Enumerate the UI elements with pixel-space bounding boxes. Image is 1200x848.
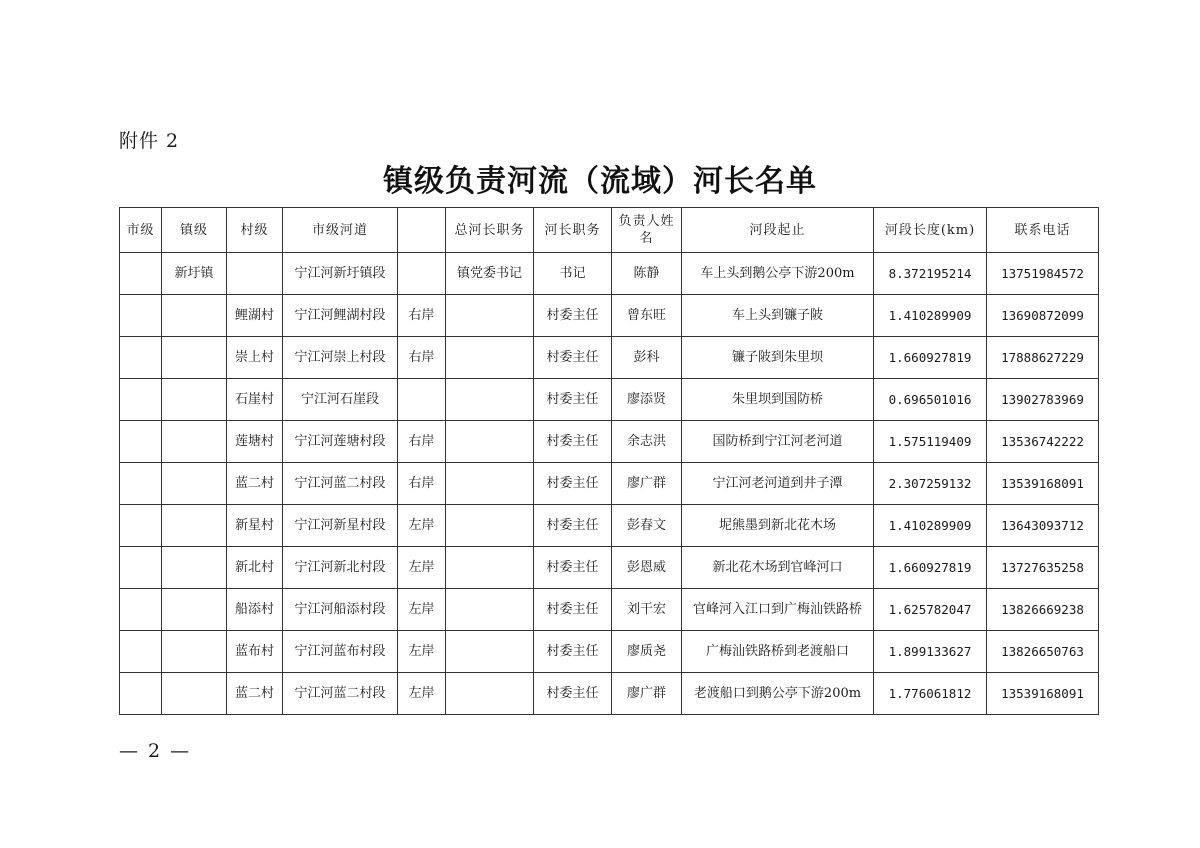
table-row	[120, 505, 1099, 547]
cell-town-level	[162, 505, 227, 547]
cell-segment-range: 宁江河老河道到井子潭	[682, 463, 874, 505]
cell-phone: 13643093712	[987, 505, 1099, 547]
cell-segment-range: 官峰河入江口到广梅汕铁路桥	[682, 589, 874, 631]
cell-phone: 13539168091	[987, 463, 1099, 505]
cell-town-level	[162, 421, 227, 463]
cell-village-level: 船添村	[227, 589, 283, 631]
cell-segment-length: 1.625782047	[874, 589, 987, 631]
cell-responsible-person: 刘干宏	[612, 589, 682, 631]
cell-segment-length: 1.410289909	[874, 295, 987, 337]
cell-segment-length: 1.660927819	[874, 337, 987, 379]
cell-segment-range: 广梅汕铁路桥到老渡船口	[682, 631, 874, 673]
cell-city-level	[120, 547, 162, 589]
cell-bank	[398, 253, 446, 295]
cell-city-river: 宁江河船添村段	[283, 589, 398, 631]
cell-river-chief-position: 村委主任	[534, 631, 612, 673]
cell-segment-length: 8.372195214	[874, 253, 987, 295]
cell-village-level: 蓝二村	[227, 673, 283, 715]
cell-river-chief-position: 村委主任	[534, 589, 612, 631]
cell-chief-position	[446, 673, 534, 715]
table-row	[120, 547, 1099, 589]
cell-responsible-person: 廖广群	[612, 463, 682, 505]
cell-river-chief-position: 村委主任	[534, 421, 612, 463]
cell-chief-position	[446, 337, 534, 379]
cell-town-level	[162, 295, 227, 337]
cell-village-level: 蓝布村	[227, 631, 283, 673]
cell-village-level: 鲤湖村	[227, 295, 283, 337]
attachment-label: 附件 2	[119, 130, 180, 152]
cell-city-river: 宁江河莲塘村段	[283, 421, 398, 463]
cell-town-level	[162, 631, 227, 673]
cell-bank: 右岸	[398, 463, 446, 505]
cell-town-level: 新圩镇	[162, 253, 227, 295]
cell-phone: 13902783969	[987, 379, 1099, 421]
header-segment-length: 河段长度(km)	[874, 208, 987, 253]
cell-city-river: 宁江河新圩镇段	[283, 253, 398, 295]
table-row	[120, 253, 1099, 295]
cell-bank: 左岸	[398, 505, 446, 547]
table-header-row	[120, 208, 1099, 253]
cell-town-level	[162, 337, 227, 379]
cell-segment-range: 坭熊墨到新北花木场	[682, 505, 874, 547]
cell-city-level	[120, 253, 162, 295]
cell-phone: 13539168091	[987, 673, 1099, 715]
cell-city-river: 宁江河新星村段	[283, 505, 398, 547]
header-river-chief-position: 河长职务	[534, 208, 612, 253]
cell-city-level	[120, 379, 162, 421]
document-title: 镇级负责河流（流域）河长名单	[383, 164, 817, 199]
cell-city-level	[120, 421, 162, 463]
table-row	[120, 631, 1099, 673]
cell-city-level	[120, 505, 162, 547]
cell-segment-length: 0.696501016	[874, 379, 987, 421]
table-row	[120, 673, 1099, 715]
header-responsible-person: 负责人姓名	[612, 208, 682, 253]
cell-segment-length: 1.660927819	[874, 547, 987, 589]
table-row	[120, 463, 1099, 505]
header-bank	[398, 208, 446, 253]
cell-segment-length: 1.776061812	[874, 673, 987, 715]
cell-city-level	[120, 463, 162, 505]
cell-phone: 13826669238	[987, 589, 1099, 631]
cell-town-level	[162, 673, 227, 715]
cell-segment-range: 镰子陂到朱里坝	[682, 337, 874, 379]
cell-village-level: 石崖村	[227, 379, 283, 421]
cell-responsible-person: 彭科	[612, 337, 682, 379]
cell-phone: 13751984572	[987, 253, 1099, 295]
cell-town-level	[162, 379, 227, 421]
cell-chief-position	[446, 295, 534, 337]
cell-segment-range: 老渡船口到鹅公亭下游200m	[682, 673, 874, 715]
cell-segment-range: 国防桥到宁江河老河道	[682, 421, 874, 463]
cell-town-level	[162, 463, 227, 505]
cell-river-chief-position: 村委主任	[534, 379, 612, 421]
header-village-level: 村级	[227, 208, 283, 253]
header-segment-range: 河段起止	[682, 208, 874, 253]
cell-bank: 左岸	[398, 547, 446, 589]
cell-phone: 13826650763	[987, 631, 1099, 673]
table-row	[120, 295, 1099, 337]
cell-river-chief-position: 村委主任	[534, 295, 612, 337]
table-row	[120, 421, 1099, 463]
cell-city-river: 宁江河蓝布村段	[283, 631, 398, 673]
cell-city-river: 宁江河石崖段	[283, 379, 398, 421]
cell-segment-range: 新北花木场到官峰河口	[682, 547, 874, 589]
header-town-level: 镇级	[162, 208, 227, 253]
cell-segment-range: 车上头到镰子陂	[682, 295, 874, 337]
cell-chief-position	[446, 589, 534, 631]
header-phone: 联系电话	[987, 208, 1099, 253]
cell-chief-position	[446, 631, 534, 673]
cell-chief-position: 镇党委书记	[446, 253, 534, 295]
cell-bank: 左岸	[398, 631, 446, 673]
cell-village-level: 崇上村	[227, 337, 283, 379]
cell-city-river: 宁江河新北村段	[283, 547, 398, 589]
cell-responsible-person: 廖广群	[612, 673, 682, 715]
cell-bank: 右岸	[398, 295, 446, 337]
header-chief-position: 总河长职务	[446, 208, 534, 253]
cell-river-chief-position: 书记	[534, 253, 612, 295]
cell-city-river: 宁江河蓝二村段	[283, 673, 398, 715]
cell-segment-length: 1.410289909	[874, 505, 987, 547]
cell-chief-position	[446, 505, 534, 547]
cell-bank	[398, 379, 446, 421]
cell-phone: 13727635258	[987, 547, 1099, 589]
cell-river-chief-position: 村委主任	[534, 505, 612, 547]
cell-village-level: 新北村	[227, 547, 283, 589]
cell-city-river: 宁江河崇上村段	[283, 337, 398, 379]
cell-city-level	[120, 589, 162, 631]
table-row	[120, 589, 1099, 631]
cell-chief-position	[446, 463, 534, 505]
cell-city-river: 宁江河蓝二村段	[283, 463, 398, 505]
cell-chief-position	[446, 421, 534, 463]
cell-chief-position	[446, 379, 534, 421]
cell-bank: 左岸	[398, 589, 446, 631]
header-city-level: 市级	[120, 208, 162, 253]
cell-river-chief-position: 村委主任	[534, 547, 612, 589]
cell-responsible-person: 廖质尧	[612, 631, 682, 673]
river-chief-table	[119, 207, 1099, 715]
cell-responsible-person: 廖添贤	[612, 379, 682, 421]
cell-village-level: 新星村	[227, 505, 283, 547]
cell-river-chief-position: 村委主任	[534, 673, 612, 715]
table-row	[120, 337, 1099, 379]
cell-river-chief-position: 村委主任	[534, 337, 612, 379]
cell-town-level	[162, 589, 227, 631]
cell-city-level	[120, 673, 162, 715]
cell-village-level: 蓝二村	[227, 463, 283, 505]
page-number: — 2 —	[119, 740, 192, 762]
cell-bank: 右岸	[398, 337, 446, 379]
cell-responsible-person: 彭恩威	[612, 547, 682, 589]
cell-phone: 17888627229	[987, 337, 1099, 379]
cell-town-level	[162, 547, 227, 589]
cell-village-level: 莲塘村	[227, 421, 283, 463]
cell-segment-range: 车上头到鹅公亭下游200m	[682, 253, 874, 295]
cell-city-level	[120, 295, 162, 337]
cell-river-chief-position: 村委主任	[534, 463, 612, 505]
cell-segment-range: 朱里坝到国防桥	[682, 379, 874, 421]
cell-bank: 右岸	[398, 421, 446, 463]
cell-city-level	[120, 631, 162, 673]
header-city-river: 市级河道	[283, 208, 398, 253]
cell-responsible-person: 余志洪	[612, 421, 682, 463]
cell-segment-length: 1.899133627	[874, 631, 987, 673]
cell-responsible-person: 彭春文	[612, 505, 682, 547]
cell-chief-position	[446, 547, 534, 589]
cell-bank: 左岸	[398, 673, 446, 715]
cell-segment-length: 1.575119409	[874, 421, 987, 463]
cell-city-river: 宁江河鲤湖村段	[283, 295, 398, 337]
cell-phone: 13536742222	[987, 421, 1099, 463]
cell-responsible-person: 曾东旺	[612, 295, 682, 337]
cell-city-level	[120, 337, 162, 379]
cell-responsible-person: 陈静	[612, 253, 682, 295]
cell-phone: 13690872099	[987, 295, 1099, 337]
table-row	[120, 379, 1099, 421]
cell-village-level	[227, 253, 283, 295]
cell-segment-length: 2.307259132	[874, 463, 987, 505]
